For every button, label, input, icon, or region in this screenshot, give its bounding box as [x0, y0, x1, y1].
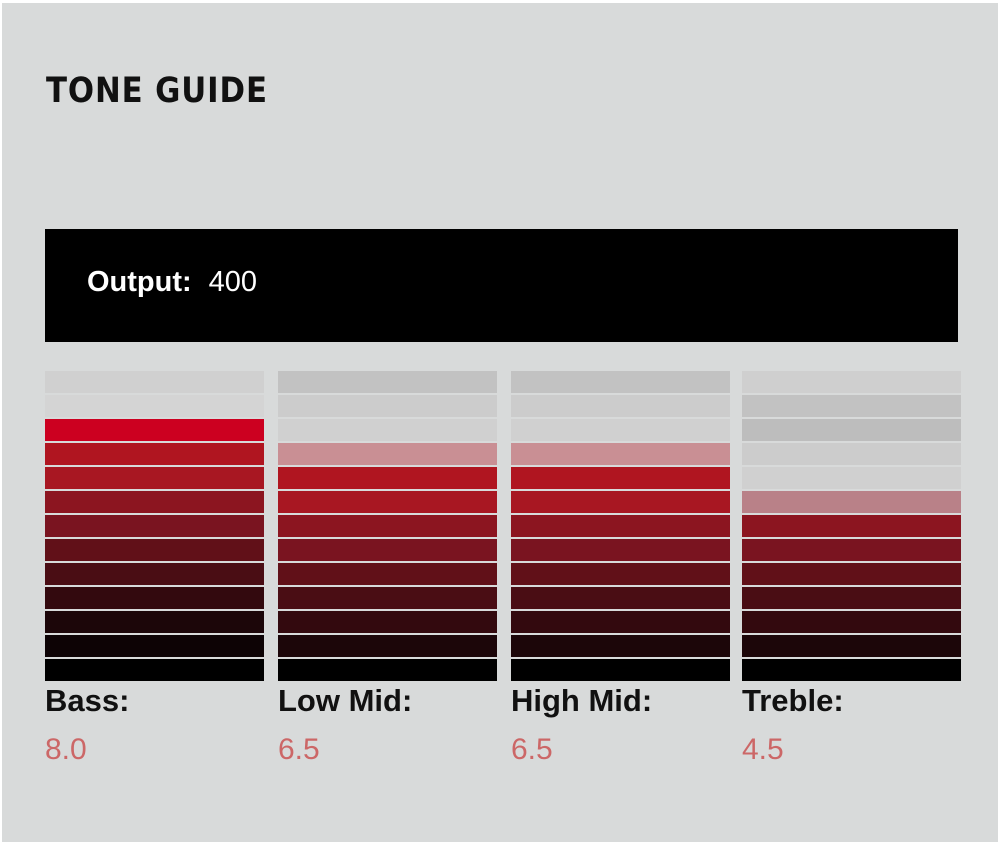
meter-segment — [45, 515, 264, 537]
meter-segment — [742, 443, 961, 465]
meter-segment — [278, 395, 497, 417]
meter-label: Treble: — [742, 683, 844, 718]
meter-value: 6.5 — [278, 733, 320, 766]
meter-segment — [278, 419, 497, 441]
meter-segments — [45, 371, 264, 673]
output-label: Output: — [87, 266, 192, 298]
meter-segment — [742, 419, 961, 441]
meter-label: High Mid: — [511, 683, 653, 718]
meter-value: 8.0 — [45, 733, 87, 766]
page-title: TONE GUIDE — [46, 71, 268, 111]
meter-segment — [45, 587, 264, 609]
meter-column-low-mid — [278, 371, 497, 766]
meter-segment — [278, 515, 497, 537]
meter-segment — [45, 419, 264, 441]
meter-segment — [511, 515, 730, 537]
meter-column-treble — [742, 371, 961, 766]
meter-segment — [45, 563, 264, 585]
meter-segment — [511, 443, 730, 465]
meter-segment — [278, 635, 497, 657]
meter-segment — [278, 491, 497, 513]
meter-segment — [742, 587, 961, 609]
meter-segment — [45, 371, 264, 393]
meter-segment — [45, 635, 264, 657]
meter-segment — [278, 611, 497, 633]
meter-segment — [511, 659, 730, 681]
meter-segments — [742, 371, 961, 673]
meter-segment — [278, 563, 497, 585]
meter-column-high-mid — [511, 371, 730, 766]
meter-segment — [742, 611, 961, 633]
meter-segment — [45, 659, 264, 681]
meter-segment — [45, 443, 264, 465]
meter-segment — [45, 467, 264, 489]
meter-segment — [45, 539, 264, 561]
meter-value: 6.5 — [511, 733, 553, 766]
meter-segment — [742, 635, 961, 657]
meter-segment — [742, 371, 961, 393]
output-row — [87, 266, 257, 299]
meter-segment — [511, 419, 730, 441]
output-bar — [45, 229, 958, 342]
meter-segment — [278, 371, 497, 393]
meter-segment — [742, 491, 961, 513]
meter-segment — [278, 539, 497, 561]
meter-segment — [511, 395, 730, 417]
meter-segment — [511, 491, 730, 513]
meter-label: Low Mid: — [278, 683, 413, 718]
meter-segment — [511, 539, 730, 561]
meter-segment — [742, 539, 961, 561]
meter-segment — [742, 395, 961, 417]
output-value: 400 — [208, 266, 258, 298]
meter-segment — [278, 659, 497, 681]
meter-label: Bass: — [45, 683, 130, 718]
meter-segment — [742, 659, 961, 681]
meter-segment — [511, 563, 730, 585]
meter-segment — [278, 443, 497, 465]
meter-segment — [511, 467, 730, 489]
meter-segment — [278, 587, 497, 609]
meter-value: 4.5 — [742, 733, 784, 766]
meter-segment — [278, 467, 497, 489]
meter-segment — [45, 395, 264, 417]
meter-segment — [511, 611, 730, 633]
meter-segment — [45, 611, 264, 633]
meter-segment — [45, 491, 264, 513]
meter-segments — [278, 371, 497, 673]
meter-segment — [742, 467, 961, 489]
meter-segment — [511, 371, 730, 393]
meter-segments — [511, 371, 730, 673]
meter-segment — [511, 635, 730, 657]
meter-segment — [742, 515, 961, 537]
meter-column-bass — [45, 371, 264, 766]
meter-segment — [742, 563, 961, 585]
meter-segment — [511, 587, 730, 609]
tone-guide-panel — [2, 3, 998, 842]
